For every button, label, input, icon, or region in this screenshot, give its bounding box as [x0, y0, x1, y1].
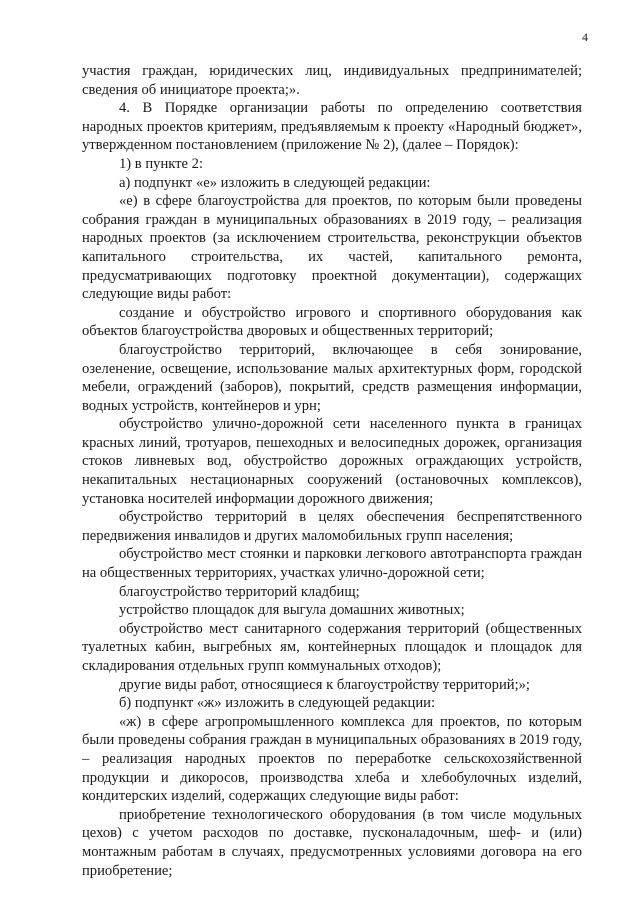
- paragraph: 4. В Порядке организации работы по определению соответствия народных проектов критериям, предъявляемым к проекту «Народный бюджет», утвержденном постановлением (приложение № 2), (далее – Порядок):: [82, 100, 582, 154]
- paragraph: обустройство мест санитарного содержания территорий (общественных туалетных кабин, выгребных ям, контейнерных площадок и площадок для складирования отдельных групп коммунальных отходов);: [82, 620, 582, 674]
- paragraph: «е) в сфере благоустройства для проектов, по которым были проведены собрания граждан в муниципальных образованиях в 2019 году, – реализация народных проектов (за исключением строительства, реконструкции объектов капитального строительства, их частей, капитального ремонта, предусматривающих подготовку проектной документации), содержащих следующие виды работ:: [82, 193, 582, 303]
- paragraph: участия граждан, юридических лиц, индивидуальных предпринимателей; сведения об инициаторе проекта;».: [82, 63, 582, 98]
- paragraph: создание и обустройство игрового и спортивного оборудования как объектов благоустройства дворовых и общественных территорий;: [82, 304, 582, 340]
- page-number: 4: [582, 30, 588, 44]
- paragraph: обустройство территорий в целях обеспечения беспрепятственного передвижения инвалидов и других маломобильных групп населения;: [82, 509, 582, 544]
- paragraph: обустройство улично-дорожной сети населенного пункта в границах красных линий, тротуаров, пешеходных и велосипедных дорожек, организация стоков ливневых вод, обустройство дорожных ограждающих устройств, некапитальных нестационарных сооружений (остановочных комплексов), установка носителей информации дорожного движения;: [82, 416, 582, 507]
- paragraph: б) подпункт «ж» изложить в следующей редакции:: [119, 695, 436, 712]
- paragraph: а) подпункт «е» изложить в следующей редакции:: [119, 174, 431, 191]
- document-body: [82, 62, 582, 880]
- paragraph: устройство площадок для выгула домашних животных;: [119, 602, 465, 619]
- paragraph: «ж) в сфере агропромышленного комплекса для проектов, по которым были проведены собрания граждан в муниципальных образованиях в 2019 году, – реализация народных проектов по переработке сельскохозяйственной продукции и дикоросов, производства хлеба и хлебобулочных изделий, кондитерских изделий, содержащих следующие виды работ:: [82, 713, 582, 805]
- paragraph: 1) в пункте 2:: [119, 155, 204, 172]
- paragraph: другие виды работ, относящиеся к благоустройству территорий;»;: [119, 676, 530, 693]
- paragraph: обустройство мест стоянки и парковки легкового автотранспорта граждан на общественных территориях, участках улично-дорожной сети;: [82, 546, 582, 582]
- paragraph: благоустройство территорий кладбищ;: [119, 583, 360, 600]
- paragraph: благоустройство территорий, включающее в себя зонирование, озеленение, освещение, использование малых архитектурных форм, городской мебели, ограждений (заборов), покрытий, средств размещения информации, водных устройств, контейнеров и урн;: [82, 341, 582, 414]
- paragraph: приобретение технологического оборудования (в том числе модульных цехов) с учетом расходов по доставке, пусконаладочным, шеф- и (или) монтажным работам в случаях, предусмотренных условиями договора на его приобретение;: [82, 806, 582, 879]
